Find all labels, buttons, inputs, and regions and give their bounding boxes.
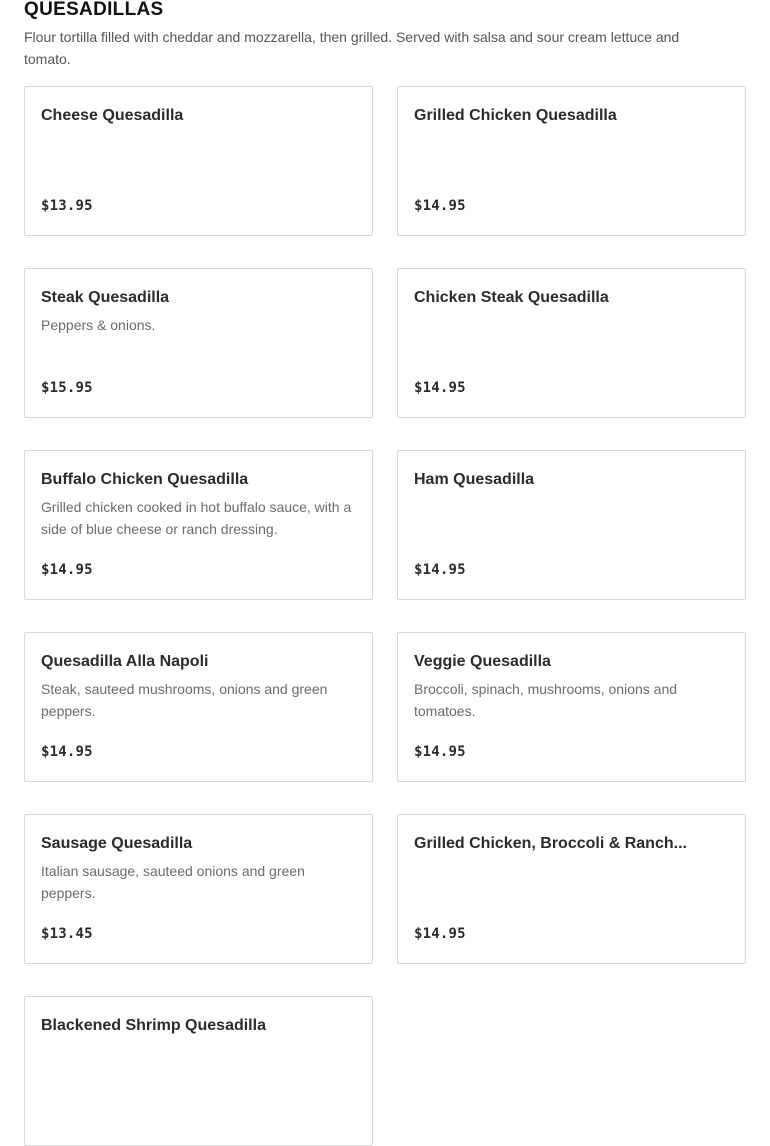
menu-item-name: Quesadilla Alla Napoli xyxy=(41,653,209,670)
menu-item-name: Steak Quesadilla xyxy=(41,289,170,306)
section-title: QUESADILLAS xyxy=(24,0,164,20)
menu-item-card[interactable] xyxy=(24,86,373,236)
menu-item-name: Grilled Chicken, Broccoli & Ranch... xyxy=(414,835,687,852)
menu-item-price: $14.95 xyxy=(414,198,466,214)
menu-item-name: Sausage Quesadilla xyxy=(41,835,193,852)
menu-item-card[interactable] xyxy=(397,814,746,964)
menu-item-card[interactable] xyxy=(397,450,746,600)
menu-item-name: Ham Quesadilla xyxy=(414,471,535,488)
menu-item-name: Veggie Quesadilla xyxy=(414,653,551,670)
menu-item-card[interactable] xyxy=(24,814,373,964)
menu-item-card[interactable] xyxy=(24,450,373,600)
menu-item-card[interactable] xyxy=(24,268,373,418)
menu-item-price: $14.95 xyxy=(41,744,93,760)
menu-section-header xyxy=(24,0,746,70)
menu-item-grid xyxy=(24,86,746,1146)
menu-item-price: $14.95 xyxy=(414,562,466,578)
menu-item-description: Grilled chicken cooked in hot buffalo sauce, with a side of blue cheese or ranch dressing. xyxy=(41,499,352,537)
menu-item-card[interactable] xyxy=(24,632,373,782)
menu-item-name: Buffalo Chicken Quesadilla xyxy=(41,471,249,488)
menu-item-price: $14.95 xyxy=(41,562,93,578)
menu-item-description: Peppers & onions. xyxy=(41,317,156,333)
menu-item-description: Broccoli, spinach, mushrooms, onions and tomatoes. xyxy=(414,681,678,719)
menu-item-card[interactable] xyxy=(397,268,746,418)
section-description: Flour tortilla filled with cheddar and mozzarella, then grilled. Served with salsa and sour cream lettuce and tomato. xyxy=(24,29,680,67)
menu-item-price: $14.95 xyxy=(414,744,466,760)
menu-item-price: $14.95 xyxy=(414,380,466,396)
menu-item-name: Cheese Quesadilla xyxy=(41,107,184,124)
menu-item-price: $13.95 xyxy=(41,198,93,214)
menu-item-name: Grilled Chicken Quesadilla xyxy=(414,107,617,124)
menu-item-card[interactable] xyxy=(397,86,746,236)
menu-item-card[interactable] xyxy=(397,632,746,782)
menu-item-name: Chicken Steak Quesadilla xyxy=(414,289,609,306)
menu-item-description: Italian sausage, sauteed onions and green peppers. xyxy=(41,863,305,901)
menu-item-price: $13.45 xyxy=(41,926,93,942)
menu-item-price: $15.95 xyxy=(41,380,93,396)
menu-item-price: $14.95 xyxy=(414,926,466,942)
menu-item-name: Blackened Shrimp Quesadilla xyxy=(41,1017,266,1034)
menu-item-description: Steak, sauteed mushrooms, onions and green peppers. xyxy=(41,681,328,719)
menu-item-card[interactable] xyxy=(24,996,373,1146)
